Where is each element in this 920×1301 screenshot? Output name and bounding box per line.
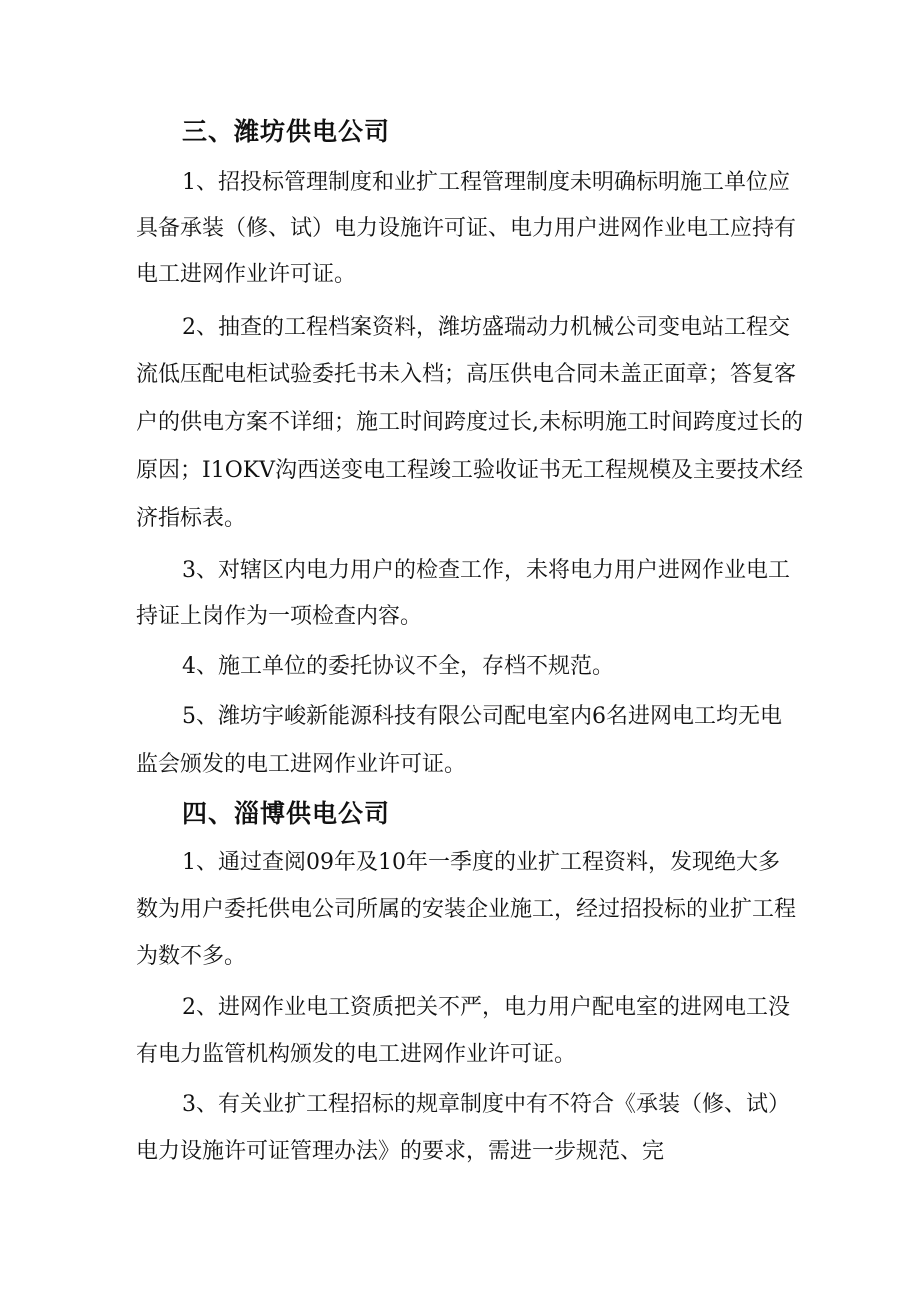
paragraph-line: 具备承装（修、试）电力设施许可证、电力用户进网作业电工应持有 <box>136 216 797 241</box>
paragraph-line: 户的供电方案不详细；施工时间跨度过长,未标明施工时间跨度过长的 <box>136 410 803 435</box>
section-heading-weifang: 三、潍坊供电公司 <box>182 117 391 146</box>
paragraph-line: 4、施工单位的委托协议不全，存档不规范。 <box>182 654 614 679</box>
paragraph-line: 5、潍坊宇峻新能源科技有限公司配电室内6名进网电工均无电 <box>182 704 782 729</box>
paragraph-line: 有电力监管机构颁发的电工进网作业许可证。 <box>136 1042 577 1067</box>
paragraph-line: 2、抽查的工程档案资料，潍坊盛瑞动力机械公司变电站工程交 <box>182 315 790 340</box>
paragraph-line: 1、招投标管理制度和业扩工程管理制度未明确标明施工单位应 <box>182 170 790 195</box>
paragraph-line: 3、有关业扩工程招标的规章制度中有不符合《承装（修、试） <box>182 1092 790 1117</box>
paragraph-line: 为数不多。 <box>136 944 247 969</box>
paragraph-line: 原因；I1OKV沟西送变电工程竣工验收证书无工程规模及主要技术经 <box>136 458 804 483</box>
paragraph-line: 济指标表。 <box>136 506 247 531</box>
paragraph-line: 监会颁发的电工进网作业许可证。 <box>136 752 467 777</box>
paragraph-line: 电工进网作业许可证。 <box>136 262 357 287</box>
paragraph-line: 电力设施许可证管理办法》的要求，需进一步规范、完 <box>136 1139 665 1164</box>
paragraph-line: 2、进网作业电工资质把关不严，电力用户配电室的进网电工没 <box>182 995 790 1020</box>
section-heading-zibo: 四、淄博供电公司 <box>182 799 391 828</box>
paragraph-line: 数为用户委托供电公司所属的安装企业施工，经过招投标的业扩工程 <box>136 897 797 922</box>
paragraph-line: 流低压配电柜试验委托书未入档；高压供电合同未盖正面章；答复客 <box>136 362 797 387</box>
paragraph-line: 3、对辖区内电力用户的检查工作，未将电力用户进网作业电工 <box>182 558 790 583</box>
paragraph-line: 持证上岗作为一项检查内容。 <box>136 604 423 629</box>
paragraph-line: 1、通过查阅09年及10年一季度的业扩工程资料，发现绝大多 <box>182 850 780 875</box>
